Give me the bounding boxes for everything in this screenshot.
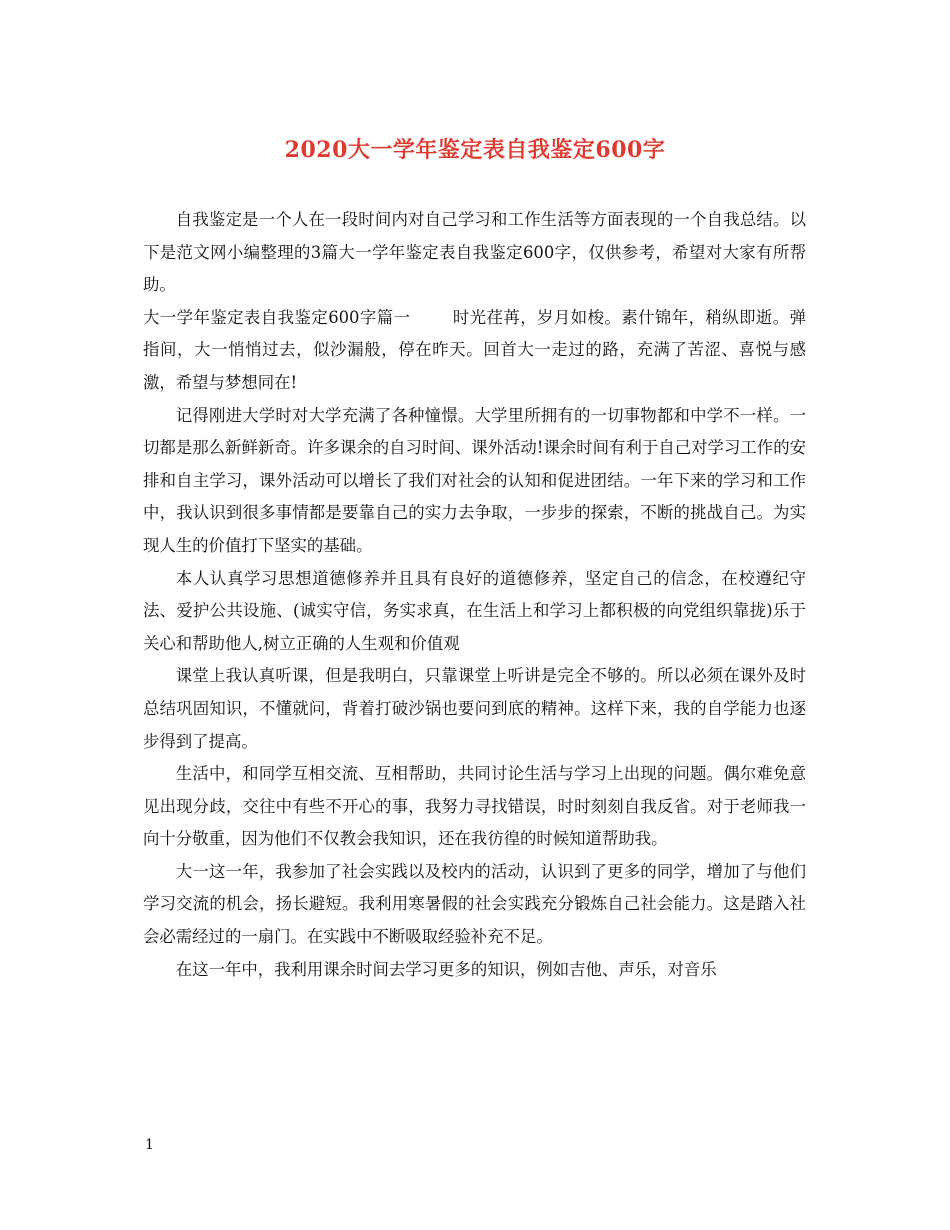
paragraph-classroom: 课堂上我认真听课，但是我明白，只靠课堂上听讲是完全不够的。所以必须在课外及时总结巩固知识，不懂就问，背着打破沙锅也要问到底的精神。这样下来，我的自学能力也逐步得到了提高。: [143, 666, 806, 751]
section-heading: 大一学年鉴定表自我鉴定600字篇一: [143, 307, 411, 327]
paragraph-extra-learning: 在这一年中，我利用课余时间去学习更多的知识，例如吉他、声乐，对音乐: [175, 959, 717, 979]
paragraph-intro: 自我鉴定是一个人在一段时间内对自己学习和工作生活等方面表现的一个自我总结。以下是范文网小编整理的3篇大一学年鉴定表自我鉴定600字，仅供参考，希望对大家有所帮助。: [143, 210, 806, 295]
page-number: 1: [145, 1137, 154, 1153]
paragraph-social-practice: 大一这一年，我参加了社会实践以及校内的活动，认识到了更多的同学，增加了与他们学习交流的机会，扬长避短。我利用寒暑假的社会实践充分锻炼自己社会能力。这是踏入社会必需经过的一扇门。在实践中不断吸取经验补充不足。: [143, 861, 806, 947]
document-body: [143, 204, 806, 986]
paragraph-life: 生活中，和同学互相交流、互相帮助，共同讨论生活与学习上出现的问题。偶尔难免意见出现分歧，交往中有些不开心的事，我努力寻找错误，时时刻刻自我反省。对于老师我一向十分敬重，因为他们不仅教会我知识，还在我彷徨的时候知道帮助我。: [143, 764, 806, 849]
section-one-text: 时光荏苒，岁月如梭。素什锦年，稍纵即逝。弹指间，大一悄悄过去，似沙漏般，停在昨天。回首大一走过的路，充满了苦涩、喜悦与感激，希望与梦想同在!: [143, 307, 806, 392]
document-title: 2020大一学年鉴定表自我鉴定600字: [284, 137, 666, 163]
paragraph-moral-study: 本人认真学习思想道德修养并且具有良好的道德修养，坚定自己的信念，在校遵纪守法、爱护公共设施、(诚实守信，务实求真，在生活上和学习上都积极的向党组织靠拢)乐于关心和帮助他人,树立正确的人生观和价值观: [143, 568, 806, 653]
paragraph-university-expectations: 记得刚进大学时对大学充满了各种憧憬。大学里所拥有的一切事物都和中学不一样。一切都是那么新鲜新奇。许多课余的自习时间、课外活动!课余时间有利于自己对学习工作的安排和自主学习，课外活动可以增长了我们对社会的认知和促进团结。一年下来的学习和工作中，我认识到很多事情都是要靠自己的实力去争取，一步步的探索，不断的挑战自己。为实现人生的价值打下坚实的基础。: [143, 405, 806, 555]
paragraph-section-one: [143, 302, 806, 400]
